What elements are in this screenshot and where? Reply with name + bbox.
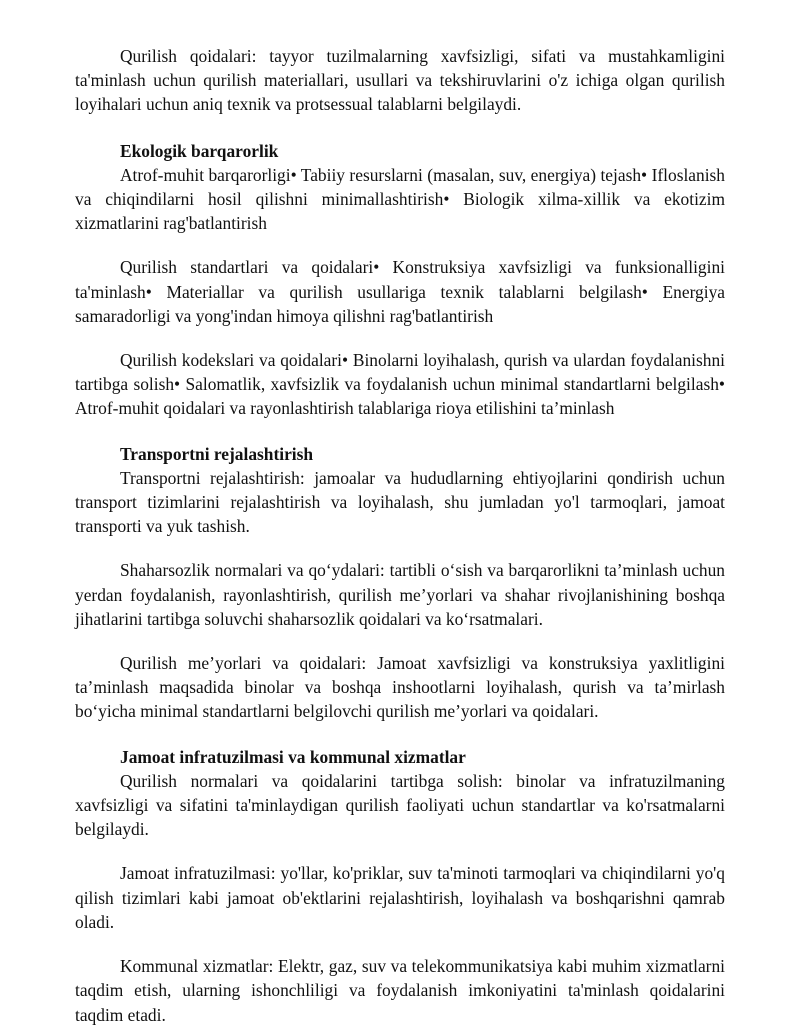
heading-public-infrastructure: Jamoat infratuzilmasi va kommunal xizmatlar [120, 746, 466, 767]
paragraph-environmental-sustainability: Atrof-muhit barqarorligi• Tabiiy resurslarni (masalan, suv, energiya) tejash• Ifloslanish va chiqindilarni hosil qilishni minimallashtirish• Biologik xilma-xillik va ekotizim xizmatlarini rag'batlantirish [75, 164, 725, 234]
paragraph-utility-services: Kommunal xizmatlar: Elektr, gaz, suv va telekommunikatsiya kabi muhim xizmatlarni taqdim etish, ularning ishonchliligi va foydalanish imkoniyatini ta'minlash qoidalarini taqdim etadi. [75, 956, 725, 1025]
paragraph-transport-planning: Transportni rejalashtirish: jamoalar va hududlarning ehtiyojlarini qondirish uchun transport tizimlarini rejalashtirish va loyihalash, shu jumladan yo'l tarmoqlari, jamoat transporti va yuk tashish. [75, 467, 725, 537]
paragraph-building-rules: Qurilish qoidalari: tayyor tuzilmalarning xavfsizligi, sifati va mustahkamligini ta'minlash uchun qurilish materiallari, usullari va tekshiruvlarini o'z ichiga olgan qurilish loyihalari uchun aniq texnik va protsessual talablarni belgilaydi. [75, 46, 725, 115]
paragraph-construction-regulation: Qurilish normalari va qoidalarini tartibga solish: binolar va infratuzilmaning xavfsizligi va sifatini ta'minlaydigan qurilish faoliyati uchun standartlar va ko'rsatmalarni belgilaydi. [75, 770, 725, 840]
paragraph-building-codes: Qurilish kodekslari va qoidalari• Binolarni loyihalash, qurish va ulardan foydalanishni tartibga solish• Salomatlik, xavfsizlik va foydalanish uchun minimal standartlarni belgilash• Atrof-muhit qoidalari va rayonlashtirish talablariga rioya etilishini ta’minlash [75, 350, 725, 419]
heading-transport-planning: Transportni rejalashtirish [120, 443, 314, 464]
document-page [75, 44, 725, 1027]
paragraph-construction-norms: Qurilish me’yorlari va qoidalari: Jamoat xavfsizligi va konstruksiya yaxlitligini ta’minlash maqsadida binolar va boshqa inshootlarni loyihalash, qurish va ta’mirlash bo‘yicha minimal standartlarni belgilovchi qurilish me’yorlari va qoidalari. [75, 653, 725, 722]
heading-ecological-sustainability: Ekologik barqarorlik [120, 140, 279, 161]
paragraph-public-infrastructure: Jamoat infratuzilmasi: yo'llar, ko'priklar, suv ta'minoti tarmoqlari va chiqindilarni yo'q qilish tizimlari kabi jamoat ob'ektlarini rejalashtirish, loyihalash va boshqarishni qamrab oladi. [75, 863, 725, 932]
paragraph-building-standards: Qurilish standartlari va qoidalari• Konstruksiya xavfsizligi va funksionalligini ta'minlash• Materiallar va qurilish usullariga texnik talablarni belgilash• Energiya samaradorligi va yong'indan himoya qilishni rag'batlantirish [75, 257, 725, 326]
paragraph-urban-planning-norms: Shaharsozlik normalari va qo‘ydalari: tartibli o‘sish va barqarorlikni ta’minlash uchun yerdan foydalanish, rayonlashtirish, qurilish me’yorlari va shahar rivojlanishining boshqa jihatlarini tartibga soluvchi shaharsozlik qoidalari va ko‘rsatmalari. [75, 560, 725, 629]
